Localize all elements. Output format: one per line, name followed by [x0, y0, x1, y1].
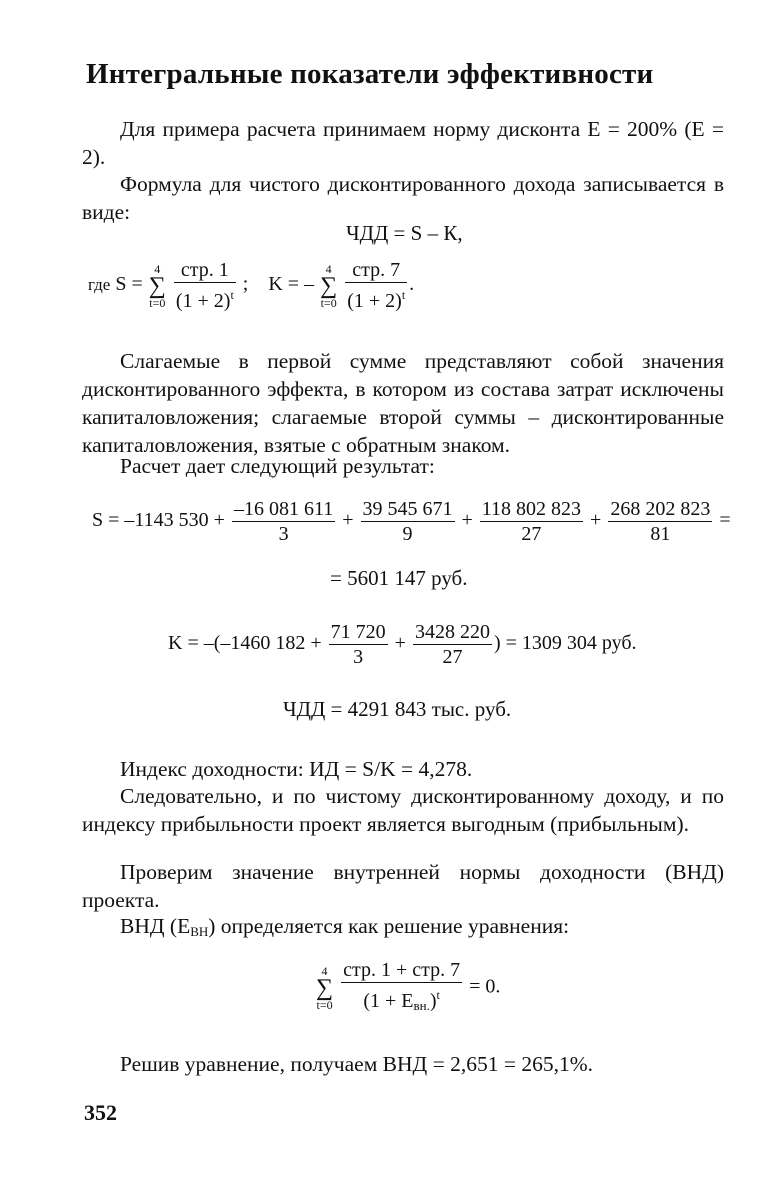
- paragraph-discount-rate: Для примера расчета принимаем норму дисконта Е = 200% (Е = 2).: [82, 117, 724, 169]
- paragraph-result-intro: Расчет дает следующий результат:: [120, 454, 435, 478]
- formula-s-calculation: S = –1143 530 + $\frac{-16 081 611}{3}$ + $\frac{39 545 671}{9}$ + $\frac{118 802 823}{27}$ + $\frac{268 202 823}{81}$ =: [92, 498, 731, 545]
- formula-npv: ЧДД = S – К,: [346, 221, 463, 245]
- k-lhs: K = –: [268, 273, 315, 296]
- paragraph-npv-intro: Формула для чистого дисконтированного дохода записывается в виде:: [82, 172, 724, 224]
- sum-operator: 4 ∑ t=0: [148, 261, 166, 310]
- formula-s-k-definitions: где S = 4 ∑ t=0 $\frac{\text{стр. 1}}{(1 + 2)^t}$ ; K = – 4 ∑ t=0 $\frac{\text{стр. 7}}{(1 + 2)^t}$ .: [88, 259, 415, 312]
- k-fraction: $\frac{\text{стр. 7}}{(1 + 2)^t}$: [347, 259, 406, 312]
- page-number: 352: [84, 1100, 117, 1125]
- section-title: Интегральные показатели эффективности: [86, 58, 654, 90]
- paragraph-irr-result: Решив уравнение, получаем ВНД = 2,651 = 265,1%.: [120, 1052, 593, 1076]
- where-label: где: [88, 275, 111, 295]
- formula-k-calculation: K = –(–1460 182 + $\frac{71 720}{3}$ + $\frac{3428 220}{27}$ ) = 1309 304 руб.: [168, 621, 637, 668]
- paragraph-irr-definition: ВНД $(Е_{ВН})$ определяется как решение уравнения:: [120, 914, 570, 939]
- paragraph-profitability-index: Индекс доходности: ИД = S/K = 4,278.: [120, 757, 473, 781]
- sum-operator: 4 ∑ t=0: [320, 261, 338, 310]
- paragraph-conclusion: Следовательно, и по чистому дисконтированному доходу, и по индексу прибыльности проект является выгодным (прибыльным).: [82, 784, 724, 836]
- npv-result: ЧДД = 4291 843 тыс. руб.: [283, 697, 512, 721]
- s-fraction: $\frac{\text{стр. 1}}{(1 + 2)^t}$: [175, 259, 234, 312]
- s-result: = 5601 147 руб.: [330, 566, 468, 590]
- sum-operator: 4 ∑ t=0: [316, 964, 334, 1012]
- formula-irr-equation: 4 ∑ t=0 $\frac{\text{стр. 1 + стр. 7}}{(1 + E_{вн.})^t}$ = 0.: [315, 958, 500, 1018]
- paragraph-terms-explanation: Слагаемые в первой сумме представляют собой значения дисконтированного эффекта, в котором из состава затрат исключены капиталовложения; слагаемые второй суммы – дисконтированные капиталовложения, взятые с обратным знаком.: [82, 349, 724, 457]
- irr-fraction: $\frac{\text{стр. 1 + стр. 7}}{(1 + E_{вн.})^t}$: [343, 959, 461, 1013]
- paragraph-irr-check: Проверим значение внутренней нормы доходности (ВНД) проекта.: [82, 860, 724, 912]
- s-lhs: S =: [115, 273, 143, 296]
